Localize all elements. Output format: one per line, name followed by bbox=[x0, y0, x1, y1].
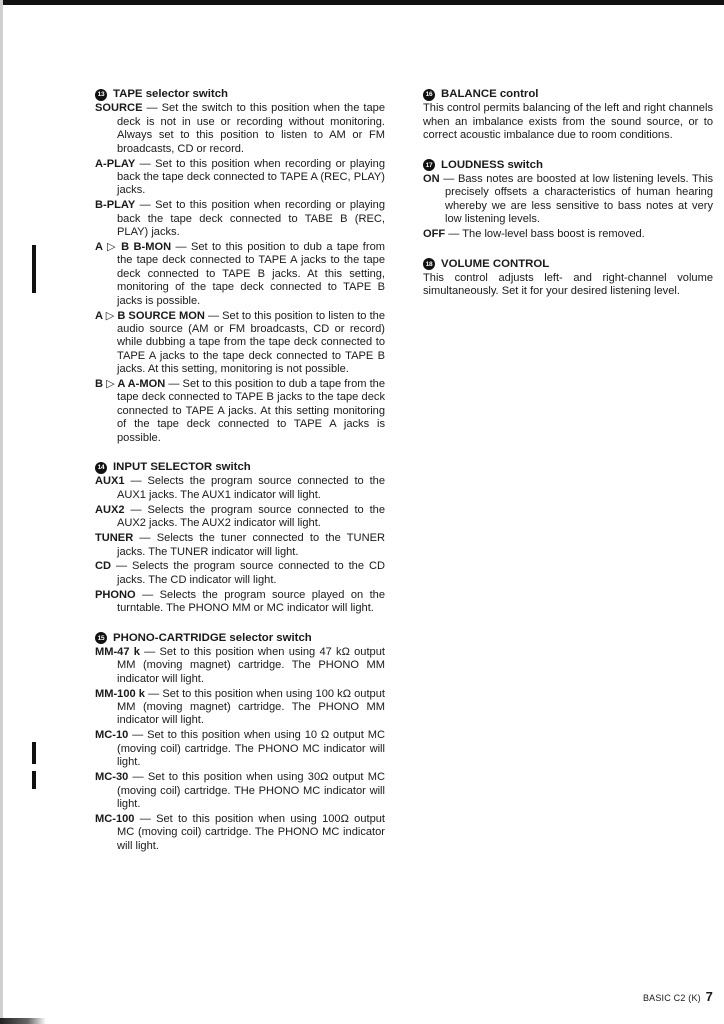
item-term: MC-30 bbox=[95, 771, 129, 784]
item-term: A ▷ B SOURCE MON bbox=[95, 309, 205, 322]
list-item: SOURCE — Set the switch to this position when the tape deck is not in use or recording without monitoring. Always set to this position to listen to AM or FM broadcasts, CD or record. bbox=[95, 102, 386, 155]
page-number: 7 bbox=[705, 989, 713, 1004]
item-term: TUNER bbox=[95, 532, 134, 545]
item-description: Set to this position to dub a tape from the tape deck connected to TAPE B jacks to the tape deck connected to TAPE A jacks. At this setting monitoring of the tape deck connected to TAPE A jacks is possible. bbox=[117, 378, 386, 444]
item-term: CD bbox=[95, 560, 112, 573]
section-number-badge: 13 bbox=[95, 89, 107, 101]
item-description: The low-level bass boost is removed. bbox=[462, 228, 645, 241]
item-term: MM-100 k bbox=[95, 687, 145, 700]
section-number-badge: 17 bbox=[423, 159, 435, 171]
list-item: TUNER — Selects the tuner connected to the TUNER jacks. The TUNER indicator will light. bbox=[95, 532, 385, 558]
right-column bbox=[423, 88, 713, 315]
section-title: TAPE selector switch bbox=[113, 88, 228, 100]
list-item: ON — Bass notes are boosted at low listening levels. This precisely offsets a characteristics of human hearing whereby we are less sensitive to bass notes at very low listening levels. bbox=[423, 173, 713, 226]
section-title: BALANCE control bbox=[441, 88, 539, 100]
section-title: VOLUME CONTROL bbox=[441, 257, 550, 270]
section-heading bbox=[95, 461, 385, 474]
list-item: B ▷ A A-MON — Set to this position to dub a tape from the tape deck connected to TAPE B jacks to the tape deck connected to TAPE A jacks. At this setting monitoring of the tape deck connected to TAPE A jacks is possible. bbox=[95, 378, 386, 444]
item-term: B ▷ A A-MON bbox=[95, 378, 166, 391]
top-border bbox=[0, 0, 724, 5]
list-item: PHONO — Selects the program source played on the turntable. The PHONO MM or MC indicator will light. bbox=[95, 588, 385, 615]
section-title: LOUDNESS switch bbox=[441, 158, 543, 171]
item-term: SOURCE bbox=[95, 102, 143, 115]
section-phono-cartridge bbox=[95, 632, 385, 854]
section-paragraph: This control permits balancing of the left and right channels when an imbalance exists from the sound source, or to correct acoustic imbalance due to room conditions. bbox=[423, 102, 713, 142]
section-number-badge: 14 bbox=[95, 462, 107, 474]
item-description: Selects the program source connected to the AUX2 jacks. The AUX2 indicator will light. bbox=[117, 503, 385, 530]
item-description: Selects the program source played on the turntable. The PHONO MM or MC indicator will light. bbox=[117, 588, 385, 615]
item-description: Set to this position to dub a tape from the tape deck connected to TAPE A jacks to the tape deck connected to TAPE B jacks. At this setting, monitoring of the tape deck connected to TAPE B jacks is possible. bbox=[117, 240, 385, 307]
list-item: AUX2 — Selects the program source connected to the AUX2 jacks. The AUX2 indicator will light. bbox=[95, 503, 385, 530]
item-description: Selects the program source connected to the AUX1 jacks. The AUX1 indicator will light. bbox=[117, 475, 385, 501]
item-description: Set the switch to this position when the tape deck is not in use or recording without monitoring. Always set to this position to listen to AM or FM broadcasts, CD or record. bbox=[117, 102, 386, 155]
list-item: B-PLAY — Set to this position when recording or playing back the tape deck connected to TABE B (REC, PLAY) jacks. bbox=[95, 199, 385, 239]
footer-label: BASIC C2 (K) bbox=[642, 993, 701, 1003]
item-description: Bass notes are boosted at low listening levels. This precisely offsets a characteristics of human hearing whereby we are less sensitive to bass notes at very low listening levels. bbox=[445, 173, 713, 226]
page-footer bbox=[643, 989, 713, 1004]
section-number-badge: 16 bbox=[423, 89, 435, 101]
item-description: Set to this position when using 100Ω output MC (moving coil) cartridge. The PHONO MC indicator will light. bbox=[117, 812, 386, 852]
list-item: OFF — The low-level bass boost is removed. bbox=[423, 228, 645, 241]
page-left-edge bbox=[0, 0, 3, 1024]
item-description: Selects the program source connected to the CD jacks. The CD indicator will light. bbox=[117, 560, 385, 586]
binding-mark bbox=[32, 742, 36, 764]
list-item: MC-10 — Set to this position when using 10 Ω output MC (moving coil) cartridge. The PHONO MC indicator will light. bbox=[95, 729, 385, 769]
item-description: Set to this position when recording or playing back the tape deck connected to TAPE A (REC, PLAY) jacks. bbox=[117, 157, 385, 197]
list-item: CD — Selects the program source connected to the CD jacks. The CD indicator will light. bbox=[95, 560, 385, 586]
section-loudness-switch bbox=[423, 159, 713, 242]
item-description: Set to this position when using 30Ω output MC (moving coil) cartridge. THe PHONO MC indicator will light. bbox=[117, 771, 385, 810]
list-item: A-PLAY — Set to this position when recording or playing back the tape deck connected to TAPE A (REC, PLAY) jacks. bbox=[95, 157, 385, 197]
item-term: OFF bbox=[423, 228, 446, 241]
list-item: MC-30 — Set to this position when using 30Ω output MC (moving coil) cartridge. THe PHONO MC indicator will light. bbox=[95, 771, 385, 810]
section-heading bbox=[423, 88, 713, 101]
item-term: AUX2 bbox=[95, 503, 125, 516]
section-heading bbox=[95, 88, 385, 101]
list-item: MM-100 k — Set to this position when using 100 kΩ output MM (moving magnet) cartridge. The PHONO MM indicator will light. bbox=[95, 687, 385, 727]
item-term: A ▷ B B-MON bbox=[95, 240, 172, 253]
section-heading bbox=[423, 258, 713, 271]
item-term: MM-47 k bbox=[95, 645, 140, 658]
item-term: MC-10 bbox=[95, 729, 129, 742]
binding-mark bbox=[32, 771, 36, 789]
item-description: Set to this position to listen to the audio source (AM or FM broadcasts, CD or record) while dubbing a tape from the tape deck connected to TAPE A jacks to the tape deck connected to TAPE B jacks. At this setting, monitoring is not possible. bbox=[117, 309, 385, 376]
item-term: PHONO bbox=[95, 588, 136, 601]
item-description: Set to this position when using 100 kΩ output MM (moving magnet) cartridge. The PHONO MM indicator will light. bbox=[117, 687, 385, 727]
list-item: A ▷ B SOURCE MON — Set to this position to listen to the audio source (AM or FM broadcasts, CD or record) while dubbing a tape from the tape deck connected to TAPE A jacks to the tape deck connected to TAPE B jacks. At this setting, monitoring is not possible. bbox=[95, 309, 385, 376]
section-tape-selector bbox=[95, 88, 385, 445]
item-term: AUX1 bbox=[95, 475, 125, 488]
section-heading bbox=[95, 632, 385, 645]
item-term: MC-100 bbox=[95, 812, 135, 825]
section-paragraph: This control adjusts left- and right-channel volume simultaneously. Set it for your desired listening level. bbox=[423, 271, 713, 298]
section-heading bbox=[423, 159, 713, 172]
list-item: A ▷ B B-MON — Set to this position to dub a tape from the tape deck connected to TAPE A jacks to the tape deck connected to TAPE B jacks. At this setting, monitoring of the tape deck connected to TAPE B jacks is possible. bbox=[95, 240, 385, 307]
list-item: MC-100 — Set to this position when using 100Ω output MC (moving coil) cartridge. The PHONO MC indicator will light. bbox=[95, 812, 386, 852]
section-volume-control bbox=[423, 258, 713, 299]
binding-mark bbox=[32, 245, 36, 293]
scan-smudge bbox=[0, 1018, 46, 1024]
list-item: AUX1 — Selects the program source connected to the AUX1 jacks. The AUX1 indicator will light. bbox=[95, 475, 385, 501]
section-input-selector bbox=[95, 461, 385, 615]
item-description: Set to this position when using 47 kΩ output MM (moving magnet) cartridge. The PHONO MM indicator will light. bbox=[117, 645, 385, 685]
section-number-badge: 15 bbox=[95, 632, 107, 644]
item-term: ON bbox=[423, 173, 440, 186]
section-title: INPUT SELECTOR switch bbox=[113, 461, 251, 474]
left-column bbox=[95, 88, 385, 869]
item-term: B-PLAY bbox=[95, 199, 136, 212]
item-term: A-PLAY bbox=[95, 157, 136, 170]
item-description: Selects the tuner connected to the TUNER jacks. The TUNER indicator will light. bbox=[117, 532, 385, 558]
section-balance-control bbox=[423, 88, 713, 143]
list-item: MM-47 k — Set to this position when using 47 kΩ output MM (moving magnet) cartridge. The PHONO MM indicator will light. bbox=[95, 645, 385, 685]
item-description: Set to this position when using 10 Ω output MC (moving coil) cartridge. The PHONO MC indicator will light. bbox=[117, 729, 385, 769]
section-number-badge: 18 bbox=[423, 258, 435, 270]
section-title: PHONO-CARTRIDGE selector switch bbox=[113, 631, 312, 644]
item-description: Set to this position when recording or playing back the tape deck connected to TABE B (REC, PLAY) jacks. bbox=[117, 199, 385, 239]
